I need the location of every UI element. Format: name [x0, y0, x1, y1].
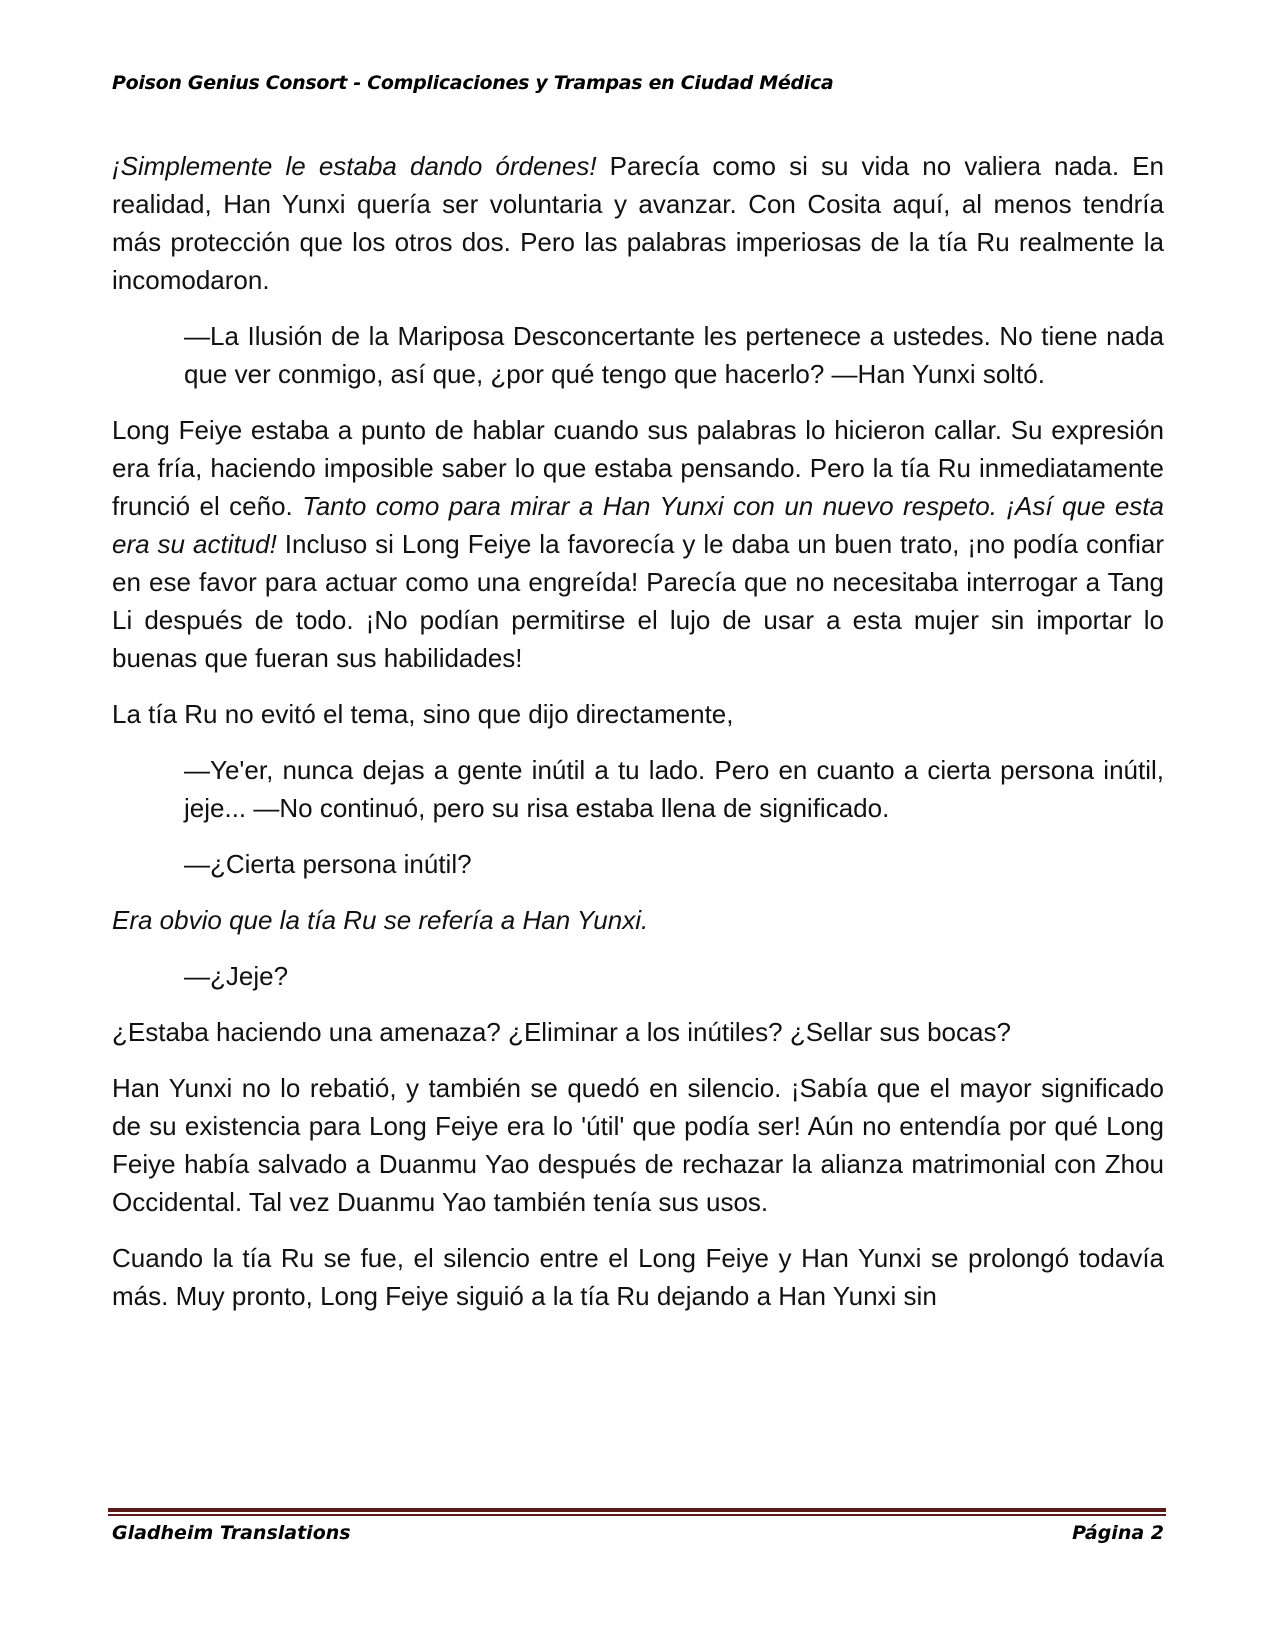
paragraph: ¿Estaba haciendo una amenaza? ¿Eliminar a los inútiles? ¿Sellar sus bocas?	[112, 1017, 1011, 1047]
body-text	[112, 147, 1164, 1333]
paragraph: Cuando la tía Ru se fue, el silencio entre el Long Feiye y Han Yunxi se prolongó todavía más. Muy pronto, Long Feiye siguió a la tía Ru dejando a Han Yunxi sin	[112, 1243, 1164, 1311]
footer-divider	[108, 1508, 1166, 1516]
dialogue-paragraph: —La Ilusión de la Mariposa Desconcertante les pertenece a ustedes. No tiene nada que ver conmigo, así que, ¿por qué tengo que hacerlo? —Han Yunxi soltó.	[184, 321, 1164, 389]
italic-text: ¡Simplemente le estaba dando órdenes!	[112, 151, 597, 181]
paragraph: Han Yunxi no lo rebatió, y también se quedó en silencio. ¡Sabía que el mayor significado de su existencia para Long Feiye era lo 'útil' que podía ser! Aún no entendía por qué Long Feiye había salvado a Duanmu Yao después de rechazar la alianza matrimonial con Zhou Occidental. Tal vez Duanmu Yao también tenía sus usos.	[112, 1073, 1164, 1217]
page-header-title: Poison Genius Consort - Complicaciones y Trampas en Ciudad Médica	[112, 72, 834, 94]
footer-page-number: Página 2	[1072, 1522, 1164, 1544]
footer-divider-thin	[108, 1514, 1166, 1516]
paragraph-text: Incluso si Long Feiye la favorecía y le daba un buen trato, ¡no podía confiar en ese favor para actuar como una engreída! Parecía que no necesitaba interrogar a Tang Li después de todo. ¡No podían permitirse el lujo de usar a esta mujer sin importar lo buenas que fueran sus habilidades!	[112, 529, 1165, 673]
paragraph: La tía Ru no evitó el tema, sino que dijo directamente,	[112, 699, 734, 729]
italic-text: Tanto como para mirar a Han Yunxi con un nuevo respeto. ¡Así que esta era su actitud!	[112, 491, 1164, 559]
paragraph	[112, 901, 1164, 939]
paragraph-text: Long Feiye estaba a punto de hablar cuando sus palabras lo hicieron callar. Su expresión era fría, haciendo imposible saber lo que estaba pensando. Pero la tía Ru inmediatamente frunció el ceño.	[112, 415, 1164, 521]
dialogue-paragraph: —¿Cierta persona inútil?	[184, 849, 472, 879]
footer-publisher: Gladheim Translations	[112, 1522, 351, 1544]
italic-text: Era obvio que la tía Ru se refería a Han Yunxi.	[112, 905, 649, 935]
paragraph	[112, 411, 1164, 677]
footer-divider-thick	[108, 1508, 1166, 1512]
paragraph	[112, 147, 1164, 299]
dialogue-paragraph: —¿Jeje?	[184, 961, 289, 991]
paragraph-text: Parecía como si su vida no valiera nada. En realidad, Han Yunxi quería ser voluntaria y avanzar. Con Cosita aquí, al menos tendría más protección que los otros dos. Pero las palabras imperiosas de la tía Ru realmente la incomodaron.	[112, 151, 1164, 295]
dialogue-paragraph: —Ye'er, nunca dejas a gente inútil a tu lado. Pero en cuanto a cierta persona inútil, jeje... —No continuó, pero su risa estaba llena de significado.	[184, 755, 1164, 823]
page-footer	[112, 1522, 1164, 1544]
